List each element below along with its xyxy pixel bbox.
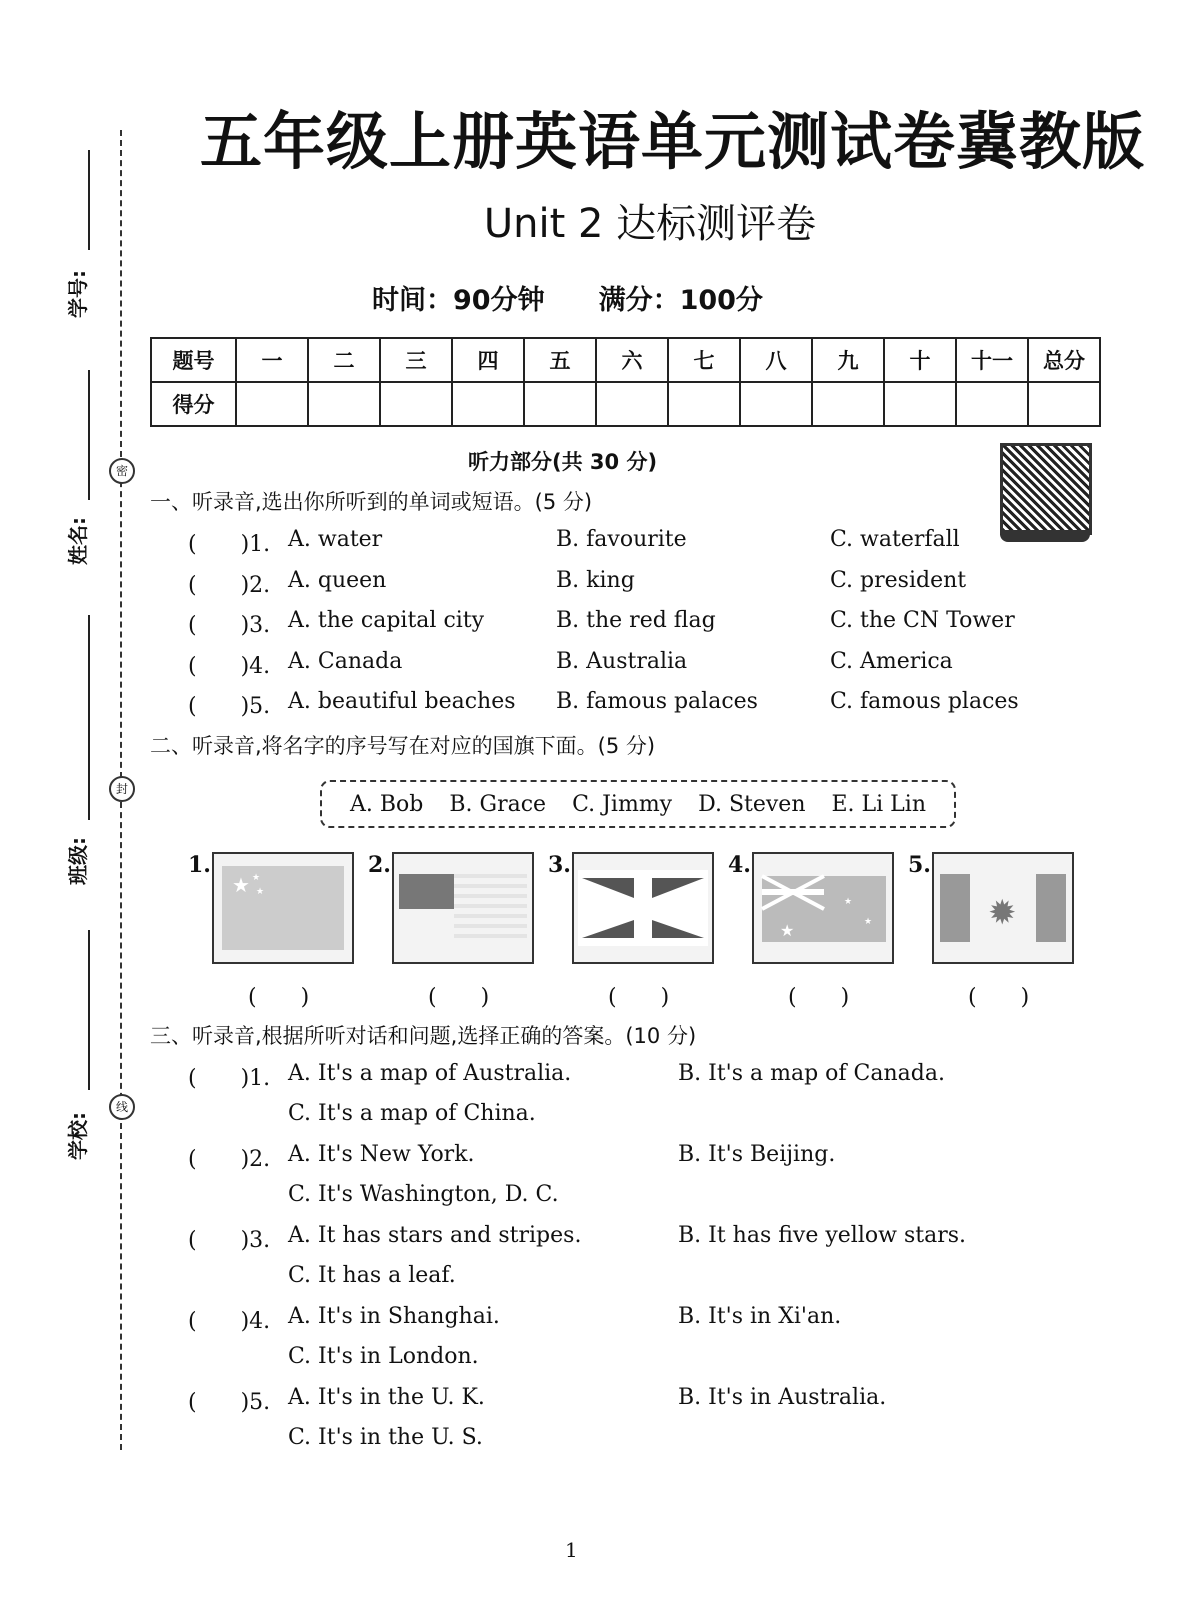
table-header-cell: 二 [308, 338, 380, 382]
name-option: E. Li Lin [831, 791, 926, 817]
score-cell[interactable] [1028, 382, 1100, 426]
subtitle: Unit 2 达标测评卷 [483, 201, 817, 247]
school-line[interactable] [88, 930, 90, 1090]
score-cell[interactable] [380, 382, 452, 426]
option-b: B. It's in Australia. [678, 1385, 887, 1410]
question-number[interactable]: ( )4. [188, 653, 271, 679]
class-line[interactable] [88, 615, 90, 820]
option-a: A. queen [288, 567, 387, 593]
option-a: A. It has stars and stripes. [288, 1223, 582, 1248]
option-b: B. king [556, 567, 635, 593]
question-number[interactable]: ( )4. [188, 1309, 271, 1334]
name-option: B. Grace [449, 791, 547, 817]
flag-number: 3. [548, 852, 571, 878]
score-cell[interactable] [524, 382, 596, 426]
question-number[interactable]: ( )2. [188, 1147, 271, 1172]
time-info: 时间：90分钟 满分：100分 [372, 285, 763, 316]
option-a: A. It's in Shanghai. [288, 1304, 500, 1329]
option-c: C. It's in the U. S. [288, 1425, 483, 1450]
score-cell[interactable] [740, 382, 812, 426]
name-line[interactable] [88, 370, 90, 500]
option-c: C. America [830, 648, 953, 674]
svg-text:★: ★ [256, 887, 265, 897]
page-number: 1 [565, 1538, 578, 1562]
score-cell[interactable] [668, 382, 740, 426]
usa-flag-icon [392, 852, 534, 964]
option-c: C. president [830, 567, 967, 593]
australia-flag-icon [752, 852, 894, 964]
option-a: A. It's in the U. K. [288, 1385, 485, 1410]
option-a: A. It's New York. [288, 1142, 475, 1167]
score-cell[interactable] [236, 382, 308, 426]
question-number[interactable]: ( )5. [188, 1390, 271, 1415]
listening-header: 听力部分(共 30 分) [468, 450, 658, 474]
score-cell[interactable] [884, 382, 956, 426]
option-b: B. It's Beijing. [678, 1142, 836, 1167]
svg-text:★: ★ [864, 917, 873, 927]
seal-xian: 线 [109, 1094, 135, 1120]
option-c: C. famous places [830, 689, 1019, 714]
name-option: C. Jimmy [572, 791, 673, 817]
option-c: C. It has a leaf. [288, 1263, 456, 1288]
answer-blank[interactable]: ( ) [608, 985, 670, 1010]
option-b: B. favourite [556, 527, 687, 552]
seal-feng: 封 [109, 776, 135, 802]
svg-text:★: ★ [844, 897, 853, 907]
score-table [150, 337, 1101, 427]
option-a: A. It's a map of Australia. [288, 1061, 572, 1086]
china-flag-icon [212, 852, 354, 964]
svg-text:★: ★ [780, 921, 795, 940]
flag-number: 2. [368, 852, 391, 878]
answer-blank[interactable]: ( ) [788, 985, 850, 1010]
section3-heading: 三、听录音,根据所听对话和问题,选择正确的答案。(10 分) [150, 1024, 697, 1048]
table-header-cell: 九 [812, 338, 884, 382]
section1-heading: 一、听录音,选出你所听到的单词或短语。(5 分) [150, 490, 593, 514]
table-header-cell: 七 [668, 338, 740, 382]
option-b: B. It has five yellow stars. [678, 1223, 966, 1248]
section2-heading: 二、听录音,将名字的序号写在对应的国旗下面。(5 分) [150, 734, 656, 758]
option-b: B. It's a map of Canada. [678, 1061, 945, 1086]
score-label: 得分 [151, 382, 236, 426]
table-header-cell: 总分 [1028, 338, 1100, 382]
name-option: D. Steven [698, 791, 806, 817]
qr-code[interactable] [1000, 443, 1092, 535]
table-header-cell: 十 [884, 338, 956, 382]
qr-caption [1000, 530, 1090, 542]
score-cell[interactable] [308, 382, 380, 426]
table-header-cell: 三 [380, 338, 452, 382]
option-b: B. famous palaces [556, 689, 758, 714]
option-a: A. water [288, 527, 383, 552]
score-cell[interactable] [452, 382, 524, 426]
question-number[interactable]: ( )1. [188, 1066, 271, 1091]
answer-blank[interactable]: ( ) [428, 985, 490, 1010]
option-b: B. It's in Xi'an. [678, 1304, 842, 1329]
question-number[interactable]: ( )1. [188, 532, 271, 557]
table-header-cell: 八 [740, 338, 812, 382]
option-c: C. It's in London. [288, 1344, 479, 1369]
option-a: A. Canada [288, 648, 403, 674]
option-c: C. It's a map of China. [288, 1101, 536, 1126]
option-a: A. the capital city [288, 608, 485, 633]
question-number[interactable]: ( )5. [188, 694, 271, 719]
option-c: C. the CN Tower [830, 608, 1015, 633]
school-label: 学校: [66, 1112, 90, 1160]
table-header-cell: 题号 [151, 338, 236, 382]
student-id-label: 学号: [66, 270, 90, 318]
score-cell[interactable] [956, 382, 1028, 426]
uk-flag-icon [572, 852, 714, 964]
svg-text:★: ★ [232, 873, 250, 897]
option-c: C. waterfall [830, 527, 960, 552]
question-number[interactable]: ( )3. [188, 1228, 271, 1253]
name-options-box [320, 780, 956, 828]
table-header-cell: 一 [236, 338, 308, 382]
svg-text:★: ★ [252, 873, 261, 883]
score-cell[interactable] [596, 382, 668, 426]
option-b: B. Australia [556, 648, 688, 674]
answer-blank[interactable]: ( ) [248, 985, 310, 1010]
question-number[interactable]: ( )2. [188, 572, 271, 598]
flag-number: 1. [188, 852, 211, 878]
table-header-cell: 十一 [956, 338, 1028, 382]
seal-mi: 密 [109, 458, 135, 484]
table-header-cell: 五 [524, 338, 596, 382]
option-c: C. It's Washington, D. C. [288, 1182, 559, 1207]
canada-flag-icon [932, 852, 1074, 964]
page-title: 五年级上册英语单元测试卷冀教版 [200, 105, 1146, 178]
flag-number: 4. [728, 852, 751, 878]
table-header-cell: 六 [596, 338, 668, 382]
flag-number: 5. [908, 852, 931, 878]
score-cell[interactable] [812, 382, 884, 426]
svg-text:✹: ✹ [988, 893, 1017, 933]
question-number[interactable]: ( )3. [188, 613, 271, 638]
option-a: A. beautiful beaches [288, 689, 516, 714]
name-label: 姓名: [66, 517, 90, 565]
class-label: 班级: [66, 837, 90, 885]
name-option: A. Bob [349, 791, 424, 817]
option-b: B. the red flag [556, 608, 716, 633]
table-header-cell: 四 [452, 338, 524, 382]
answer-blank[interactable]: ( ) [968, 985, 1030, 1010]
